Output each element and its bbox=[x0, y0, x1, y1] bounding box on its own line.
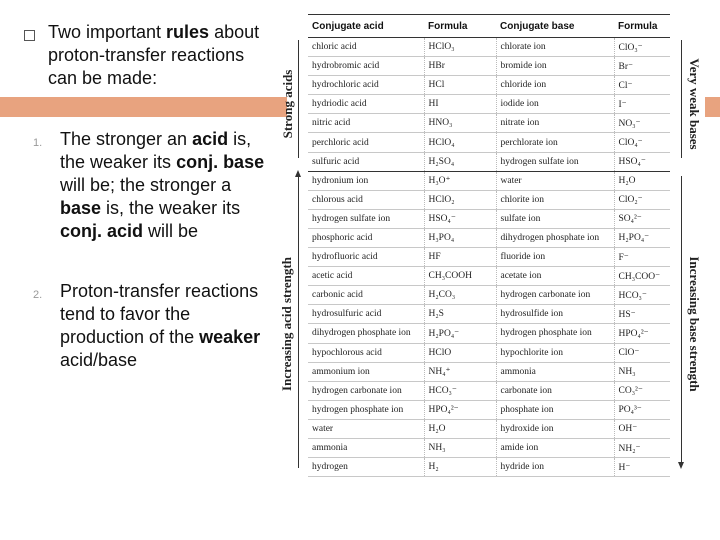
table-cell: NO₃⁻ bbox=[614, 114, 670, 133]
table-cell: acetic acid bbox=[308, 267, 424, 286]
table-cell: hydrogen phosphate ion bbox=[496, 324, 614, 343]
table-row bbox=[308, 95, 670, 114]
acid-strength-line bbox=[298, 176, 299, 468]
table-cell: hydrogen carbonate ion bbox=[496, 286, 614, 305]
table-cell: HPO₄²⁻ bbox=[614, 324, 670, 343]
table-cell: Cl⁻ bbox=[614, 76, 670, 95]
table-header-row bbox=[308, 15, 670, 38]
table-cell: NH₄⁺ bbox=[424, 362, 496, 381]
table-cell: hydride ion bbox=[496, 458, 614, 477]
item-number: 1. bbox=[33, 137, 43, 149]
table-row bbox=[308, 458, 670, 477]
rule1-text: is, the weaker its bbox=[60, 129, 252, 172]
table-cell: hydrofluoric acid bbox=[308, 248, 424, 267]
table-cell: iodide ion bbox=[496, 95, 614, 114]
table-row bbox=[308, 209, 670, 228]
table-cell: F⁻ bbox=[614, 248, 670, 267]
table-cell: HNO₃ bbox=[424, 114, 496, 133]
item-number: 2. bbox=[33, 289, 43, 301]
table-row bbox=[308, 267, 670, 286]
table-cell: ClO₂⁻ bbox=[614, 190, 670, 209]
table-cell: hydrobromic acid bbox=[308, 57, 424, 76]
table-row bbox=[308, 400, 670, 419]
table-row bbox=[308, 133, 670, 152]
table-row bbox=[308, 228, 670, 247]
table-cell: chloric acid bbox=[308, 38, 424, 57]
table-cell: hydrosulfuric acid bbox=[308, 305, 424, 324]
table-cell: NH₃ bbox=[424, 438, 496, 457]
table-cell: H₂PO₄⁻ bbox=[424, 324, 496, 343]
col-header: Formula bbox=[424, 15, 496, 38]
title-accent-bar-right bbox=[705, 97, 720, 117]
table-cell: OH⁻ bbox=[614, 419, 670, 438]
rule-item-1 bbox=[60, 128, 275, 243]
table-cell: PO₄³⁻ bbox=[614, 400, 670, 419]
table-cell: HClO bbox=[424, 343, 496, 362]
rule1-bold: conj. acid bbox=[60, 221, 144, 241]
col-header: Conjugate base bbox=[496, 15, 614, 38]
table-cell: hydronium ion bbox=[308, 171, 424, 190]
rule1-bold: base bbox=[60, 198, 102, 218]
table-cell: H₂O bbox=[424, 419, 496, 438]
table-row bbox=[308, 324, 670, 343]
table-cell: HSO₄⁻ bbox=[614, 152, 670, 171]
table-cell: HCl bbox=[424, 76, 496, 95]
table-cell: CH₃COO⁻ bbox=[614, 267, 670, 286]
table-cell: sulfate ion bbox=[496, 209, 614, 228]
table-cell: nitric acid bbox=[308, 114, 424, 133]
table-cell: H⁻ bbox=[614, 458, 670, 477]
rule1-bold: acid bbox=[192, 129, 229, 149]
table-cell: HBr bbox=[424, 57, 496, 76]
strong-acids-bracket bbox=[298, 40, 299, 158]
rule1-text: is, the weaker its bbox=[101, 198, 241, 218]
table-cell: sulfuric acid bbox=[308, 152, 424, 171]
arrow-down-icon bbox=[678, 462, 684, 469]
table-row bbox=[308, 343, 670, 362]
table-cell: H₃PO₄ bbox=[424, 228, 496, 247]
rule2-bold: weaker bbox=[199, 327, 261, 347]
table-cell: HClO₂ bbox=[424, 190, 496, 209]
table-cell: hypochlorite ion bbox=[496, 343, 614, 362]
weak-bases-bracket bbox=[681, 40, 682, 158]
table-cell: H₂SO₄ bbox=[424, 152, 496, 171]
table-cell: phosphoric acid bbox=[308, 228, 424, 247]
increasing-acid-strength-label: Increasing acid strength bbox=[279, 257, 294, 391]
base-strength-line bbox=[681, 176, 682, 462]
table-cell: HClO₄ bbox=[424, 133, 496, 152]
table-cell: HS⁻ bbox=[614, 305, 670, 324]
table-cell: dihydrogen phosphate ion bbox=[496, 228, 614, 247]
table-cell: H₂O bbox=[614, 171, 670, 190]
intro-bold: rules bbox=[166, 22, 210, 42]
table-cell: perchloric acid bbox=[308, 133, 424, 152]
table-cell: hydriodic acid bbox=[308, 95, 424, 114]
table-row bbox=[308, 38, 670, 57]
table-cell: ammonium ion bbox=[308, 362, 424, 381]
table-cell: hydrogen sulfate ion bbox=[308, 209, 424, 228]
table-cell: HI bbox=[424, 95, 496, 114]
table-row bbox=[308, 152, 670, 171]
very-weak-bases-label: Very weak bases bbox=[687, 58, 702, 150]
col-header: Formula bbox=[614, 15, 670, 38]
table-row bbox=[308, 286, 670, 305]
table-cell: water bbox=[496, 171, 614, 190]
table-cell: hydrochloric acid bbox=[308, 76, 424, 95]
table-cell: H₂CO₃ bbox=[424, 286, 496, 305]
table-cell: fluoride ion bbox=[496, 248, 614, 267]
rule1-text: The stronger an bbox=[60, 129, 193, 149]
table-row bbox=[308, 190, 670, 209]
table-cell: HCO₃⁻ bbox=[614, 286, 670, 305]
table-cell: Br⁻ bbox=[614, 57, 670, 76]
table-cell: hydrogen carbonate ion bbox=[308, 381, 424, 400]
table-cell: hydrogen sulfate ion bbox=[496, 152, 614, 171]
table-row bbox=[308, 438, 670, 457]
table-row bbox=[308, 76, 670, 95]
table-cell: chlorite ion bbox=[496, 190, 614, 209]
rule2-text: Proton-transfer reactions tend to favor the production of the bbox=[60, 281, 259, 347]
table-cell: ClO⁻ bbox=[614, 343, 670, 362]
table-cell: HPO₄²⁻ bbox=[424, 400, 496, 419]
table-cell: HF bbox=[424, 248, 496, 267]
table-cell: NH₂⁻ bbox=[614, 438, 670, 457]
table-cell: HSO₄⁻ bbox=[424, 209, 496, 228]
table-cell: bromide ion bbox=[496, 57, 614, 76]
table-cell: ammonia bbox=[308, 438, 424, 457]
table-cell: acetate ion bbox=[496, 267, 614, 286]
table-cell: nitrate ion bbox=[496, 114, 614, 133]
table-cell: amide ion bbox=[496, 438, 614, 457]
table-row bbox=[308, 419, 670, 438]
table-cell: carbonate ion bbox=[496, 381, 614, 400]
rule1-text: will be; the stronger a bbox=[60, 175, 232, 195]
table-cell: perchlorate ion bbox=[496, 133, 614, 152]
table-row bbox=[308, 248, 670, 267]
table-cell: ammonia bbox=[496, 362, 614, 381]
table-cell: ClO₄⁻ bbox=[614, 133, 670, 152]
table-cell: SO₄²⁻ bbox=[614, 209, 670, 228]
strong-acids-label: Strong acids bbox=[280, 69, 295, 139]
table-cell: HCO₃⁻ bbox=[424, 381, 496, 400]
rule1-bold: conj. base bbox=[176, 152, 265, 172]
acid-base-table bbox=[308, 14, 670, 477]
intro-text bbox=[48, 21, 278, 90]
table-cell: CO₃²⁻ bbox=[614, 381, 670, 400]
table-cell: chlorate ion bbox=[496, 38, 614, 57]
col-header: Conjugate acid bbox=[308, 15, 424, 38]
table-cell: water bbox=[308, 419, 424, 438]
table-cell: CH₃COOH bbox=[424, 267, 496, 286]
title-accent-bar bbox=[0, 97, 287, 117]
table-cell: hydrogen phosphate ion bbox=[308, 400, 424, 419]
rule2-text: acid/base bbox=[60, 350, 138, 370]
table-row bbox=[308, 114, 670, 133]
arrow-up-icon bbox=[295, 170, 301, 177]
rule-item-2 bbox=[60, 280, 275, 372]
square-bullet-icon bbox=[24, 30, 35, 41]
table-cell: ClO₃⁻ bbox=[614, 38, 670, 57]
table-row bbox=[308, 57, 670, 76]
intro-pre: Two important bbox=[48, 22, 167, 42]
table-cell: hydrogen bbox=[308, 458, 424, 477]
increasing-base-strength-label: Increasing base strength bbox=[687, 256, 702, 392]
rule1-text: will be bbox=[143, 221, 199, 241]
table-cell: chloride ion bbox=[496, 76, 614, 95]
table-cell: chlorous acid bbox=[308, 190, 424, 209]
table-cell: hydrosulfide ion bbox=[496, 305, 614, 324]
table-cell: hypochlorous acid bbox=[308, 343, 424, 362]
table-row bbox=[308, 305, 670, 324]
table-row bbox=[308, 362, 670, 381]
table-cell: H₂ bbox=[424, 458, 496, 477]
table-cell: phosphate ion bbox=[496, 400, 614, 419]
table-cell: H₂S bbox=[424, 305, 496, 324]
table-cell: H₂PO₄⁻ bbox=[614, 228, 670, 247]
intro-post: about proton-transfer reactions can be made: bbox=[48, 22, 260, 88]
table-row bbox=[308, 381, 670, 400]
table-cell: HClO₃ bbox=[424, 38, 496, 57]
table-cell: NH₃ bbox=[614, 362, 670, 381]
table-row bbox=[308, 171, 670, 190]
table-cell: carbonic acid bbox=[308, 286, 424, 305]
table-cell: hydroxide ion bbox=[496, 419, 614, 438]
table-cell: I⁻ bbox=[614, 95, 670, 114]
table-cell: H₃O⁺ bbox=[424, 171, 496, 190]
table-cell: dihydrogen phosphate ion bbox=[308, 324, 424, 343]
